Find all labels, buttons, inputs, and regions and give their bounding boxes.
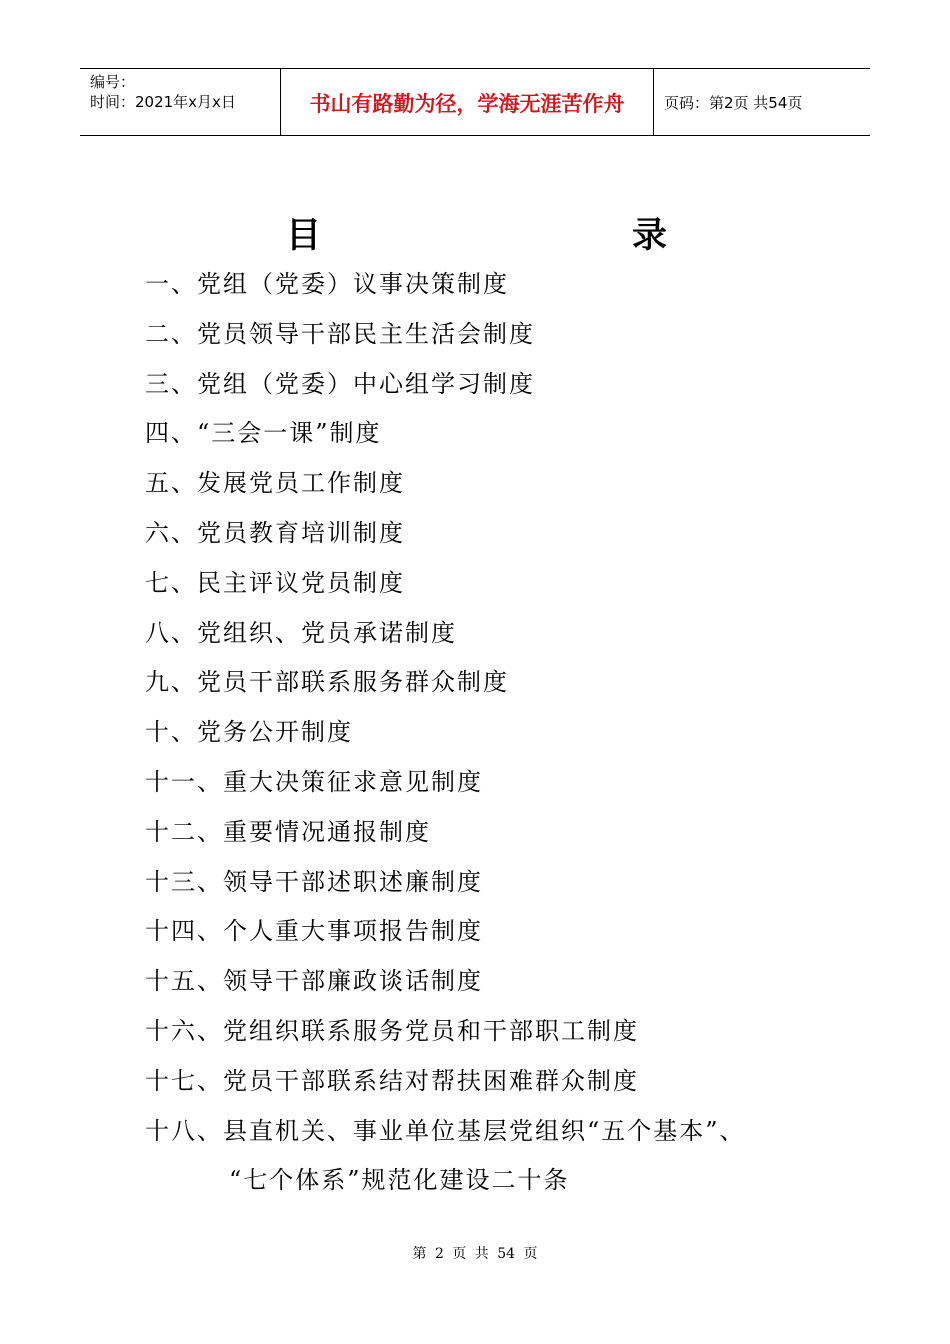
toc-item: 十二、重要情况通报制度 <box>145 817 431 846</box>
toc-item: 十五、领导干部廉政谈话制度 <box>145 967 483 996</box>
page-footer: 第 2 页 共 54 页 <box>412 1246 538 1262</box>
page-info: 页码：第2页 共54页 <box>664 93 803 112</box>
document-header <box>80 68 870 136</box>
toc-item: 十、党务公开制度 <box>145 718 353 747</box>
toc-item-continuation: “七个体系”规范化建设二十条 <box>229 1166 570 1195</box>
toc-item: 十四、个人重大事项报告制度 <box>145 917 483 946</box>
toc-item: 二、党员领导干部民主生活会制度 <box>145 319 535 348</box>
page-title <box>0 208 950 264</box>
toc-item: 六、党员教育培训制度 <box>145 518 405 547</box>
toc-item: 一、党组（党委）议事决策制度 <box>145 270 509 298</box>
title-char-2: 录 <box>632 216 668 256</box>
header-motto-cell <box>281 69 654 135</box>
header-page-cell <box>654 69 870 135</box>
time-label: 时间：2021年x月x日 <box>90 93 236 111</box>
toc-item: 十一、重大决策征求意见制度 <box>145 767 483 796</box>
table-of-contents <box>145 260 845 1206</box>
toc-item: 十三、领导干部述职述廉制度 <box>145 867 483 896</box>
toc-item: 五、发展党员工作制度 <box>145 469 405 498</box>
toc-item: 十八、县直机关、事业单位基层党组织“五个基本”、 <box>145 1116 746 1145</box>
toc-item: 十六、党组织联系服务党员和干部职工制度 <box>145 1016 639 1045</box>
toc-item: 八、党组织、党员承诺制度 <box>145 618 457 647</box>
number-label: 编号： <box>90 73 136 91</box>
toc-item: 三、党组（党委）中心组学习制度 <box>145 369 535 398</box>
toc-item: 九、党员干部联系服务群众制度 <box>145 668 509 697</box>
toc-item: 七、民主评议党员制度 <box>145 568 405 597</box>
title-char-1: 目 <box>286 216 322 256</box>
toc-item: 四、“三会一课”制度 <box>145 419 382 448</box>
header-meta-cell <box>80 69 281 135</box>
motto-text: 书山有路勤为径，学海无涯苦作舟 <box>309 92 625 116</box>
toc-item: 十七、党员干部联系结对帮扶困难群众制度 <box>145 1066 639 1095</box>
